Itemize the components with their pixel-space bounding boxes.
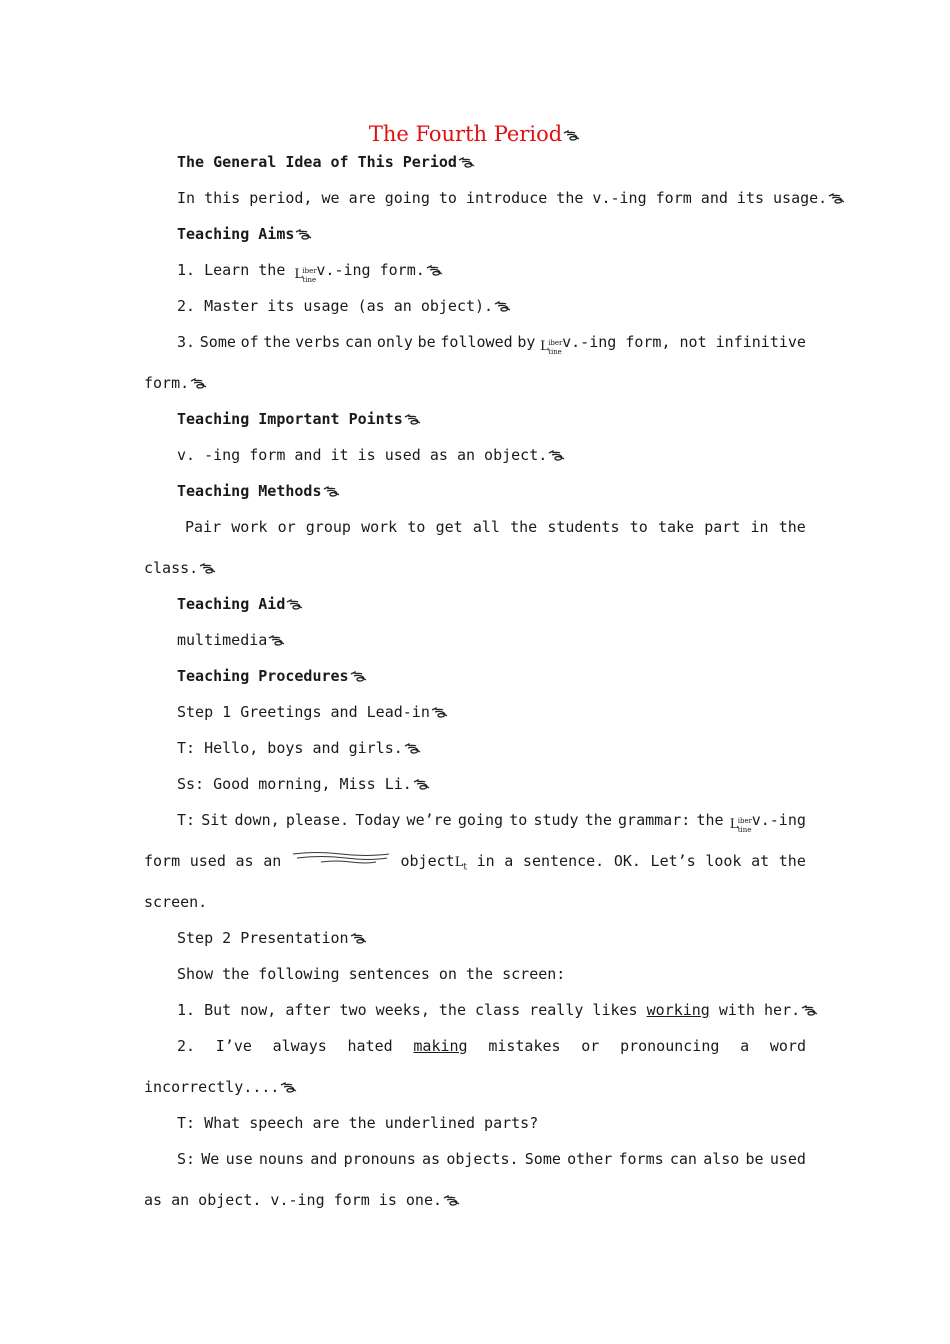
paragraph-mark-icon (404, 743, 422, 755)
word: of (240, 333, 259, 351)
title-text: The Fourth Period (368, 122, 563, 146)
word: objects. (446, 1150, 519, 1168)
word: the (510, 518, 538, 536)
word: as (235, 852, 254, 870)
paragraph-mark-icon (801, 1005, 819, 1017)
sentence-2-cont: incorrectly.... (144, 1076, 298, 1098)
paragraph-mark-icon (295, 229, 313, 241)
word: nouns (258, 1150, 305, 1168)
underlined-word: making (413, 1037, 468, 1055)
lt-glyph: $L_t$ (454, 855, 467, 873)
general-idea-text: In this period, we are going to introduce the v.-ing form and its usage. (177, 187, 846, 209)
word: S: (177, 1150, 196, 1168)
paragraph-mark-icon (404, 414, 422, 426)
word-group (540, 331, 806, 356)
sentence-2 (177, 1035, 806, 1057)
important-text: v. -ing form and it is used as an object. (177, 444, 566, 466)
word: to (509, 811, 528, 829)
paragraph-mark-icon (350, 933, 368, 945)
methods-text-cont: class. (144, 557, 217, 579)
methods-heading: Teaching Methods (177, 480, 341, 502)
word: to (629, 518, 648, 536)
word: Sit (201, 811, 229, 829)
word: used (189, 852, 226, 870)
paragraph-mark-icon (426, 265, 444, 277)
paragraph-mark-icon (268, 635, 286, 647)
underlined-word: working (646, 1001, 710, 1019)
word: down, (234, 811, 280, 829)
dialogue-t2-line2 (144, 850, 806, 879)
word: the (696, 811, 724, 829)
word: part (704, 518, 741, 536)
paragraph-mark-icon (280, 1082, 298, 1094)
aims-item-3-cont: form. (144, 372, 208, 394)
paragraph-mark-icon (350, 671, 368, 683)
paragraph-mark-icon (431, 707, 449, 719)
aims-heading: Teaching Aims (177, 223, 313, 245)
word: students (547, 518, 620, 536)
wavy-underline-mark (291, 850, 391, 866)
word: only (376, 333, 413, 351)
word: Today (355, 811, 401, 829)
paragraph-mark-icon (199, 563, 217, 575)
word: 2. (177, 1037, 196, 1055)
word: work (231, 518, 268, 536)
aid-heading: Teaching Aid (177, 593, 304, 615)
word: Pair (185, 518, 222, 536)
word: OK. (613, 852, 641, 870)
word: used (769, 1150, 806, 1168)
word: v.-ing form, not infinitive (562, 333, 806, 351)
word: at (751, 852, 770, 870)
word: be (417, 333, 436, 351)
word: can (345, 333, 373, 351)
word: by (517, 333, 536, 351)
word: the (584, 811, 612, 829)
word: Some (199, 333, 236, 351)
methods-text (185, 516, 806, 538)
liber-tine-glyph: L iber tine (729, 816, 752, 834)
word: we’re (406, 811, 452, 829)
word: the (263, 333, 291, 351)
word: other (567, 1150, 613, 1168)
paragraph-mark-icon (443, 1195, 461, 1207)
word: in (476, 852, 495, 870)
paragraph-mark-icon (413, 779, 431, 791)
step-1-heading: Step 1 Greetings and Lead-in (177, 701, 449, 723)
word: a (740, 1037, 750, 1055)
word: pronouns (343, 1150, 416, 1168)
word: pronouncing (620, 1037, 720, 1055)
dialogue-s3-cont: as an object. v.-ing form is one. (144, 1189, 461, 1211)
important-heading: Teaching Important Points (177, 408, 422, 430)
object-word (401, 850, 467, 879)
word: look (705, 852, 742, 870)
word: or (581, 1037, 600, 1055)
word: sentence. (522, 852, 605, 870)
word: grammar: (618, 811, 691, 829)
word: all (472, 518, 500, 536)
word: to (407, 518, 426, 536)
word: also (703, 1150, 740, 1168)
word: be (745, 1150, 764, 1168)
aims-item-2: 2. Master its usage (as an object). (177, 295, 512, 317)
word: and (310, 1150, 338, 1168)
word: can (669, 1150, 697, 1168)
procedures-heading: Teaching Procedures (177, 665, 368, 687)
word: group (305, 518, 351, 536)
dialogue-t2-line3: screen. (144, 893, 208, 911)
word: in (750, 518, 769, 536)
word: forms (618, 1150, 664, 1168)
word: I’ve (215, 1037, 252, 1055)
word: followed (440, 333, 513, 351)
liber-tine-glyph: L iber tine (294, 266, 317, 284)
paragraph-mark-icon (563, 130, 581, 142)
word: verbs (295, 333, 341, 351)
dialogue-ss1: Ss: Good morning, Miss Li. (177, 773, 431, 795)
word: v.-ing (751, 811, 806, 829)
word: T: (177, 811, 196, 829)
aid-text: multimedia (177, 629, 286, 651)
liber-tine-glyph: L iber tine (540, 338, 563, 356)
word: an (263, 852, 282, 870)
word: a (504, 852, 514, 870)
paragraph-mark-icon (458, 157, 476, 169)
general-idea-heading: The General Idea of This Period (177, 151, 476, 173)
dialogue-t1: T: Hello, boys and girls. (177, 737, 422, 759)
word: Some (524, 1150, 561, 1168)
paragraph-mark-icon (548, 450, 566, 462)
paragraph-mark-icon (494, 301, 512, 313)
word: mistakes (488, 1037, 561, 1055)
dialogue-t3: T: What speech are the underlined parts? (177, 1114, 539, 1132)
word: get (435, 518, 463, 536)
word: We (201, 1150, 220, 1168)
sentence-1: 1. But now, after two weeks, the class really likes working with her. (177, 999, 819, 1021)
step-2-heading: Step 2 Presentation (177, 927, 368, 949)
word: take (657, 518, 695, 536)
word: 3. (177, 333, 196, 351)
paragraph-mark-icon (190, 378, 208, 390)
word: the (778, 518, 806, 536)
word: the (778, 852, 806, 870)
paragraph-mark-icon (828, 193, 846, 205)
word: please. (285, 811, 350, 829)
word: always (272, 1037, 327, 1055)
word: hated (347, 1037, 393, 1055)
aims-item-1: 1. Learn the L iber tine v.-ing form. (177, 259, 444, 281)
aims-item-3 (177, 331, 806, 356)
dialogue-t2 (177, 809, 806, 834)
word: Let’s (650, 852, 696, 870)
word: work (361, 518, 398, 536)
word: form (144, 852, 181, 870)
word-group (729, 809, 806, 834)
word: study (533, 811, 579, 829)
show-instruction: Show the following sentences on the screen: (177, 965, 566, 983)
word: or (277, 518, 296, 536)
word: use (225, 1150, 253, 1168)
page-title (0, 122, 950, 146)
word: as (422, 1150, 441, 1168)
dialogue-s3 (177, 1148, 806, 1170)
paragraph-mark-icon (323, 486, 341, 498)
word: object (400, 852, 455, 870)
word: word (769, 1037, 806, 1055)
paragraph-mark-icon (286, 599, 304, 611)
word: going (457, 811, 504, 829)
